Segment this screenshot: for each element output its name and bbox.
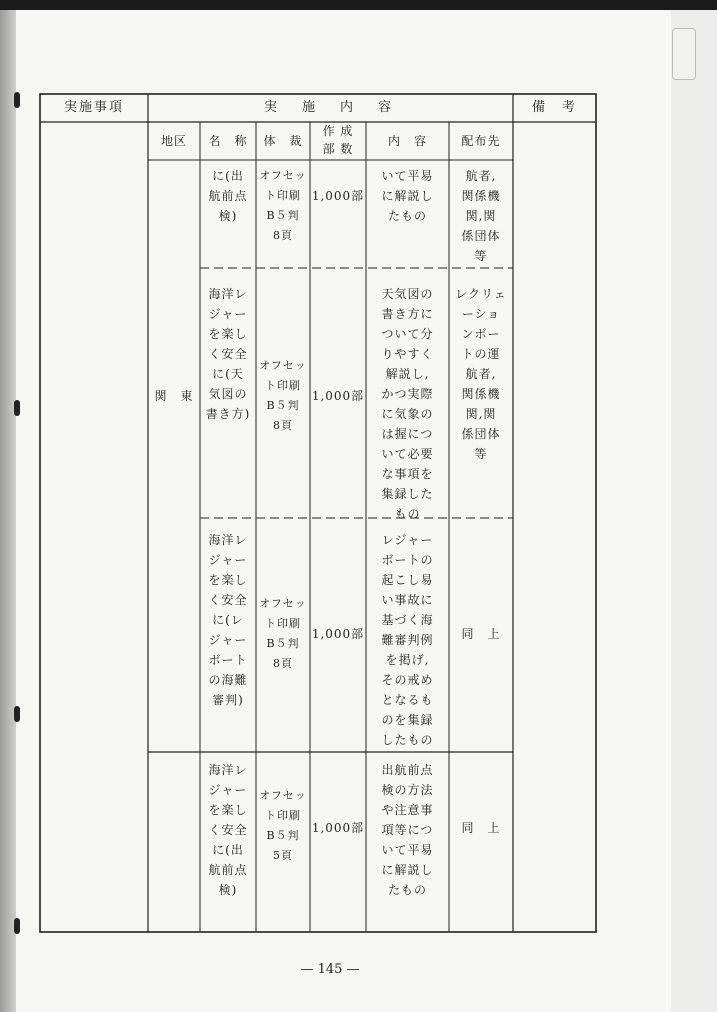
subheader-content: 内 容 [387, 134, 427, 148]
row1-content: いて平易 に解説し たもの [381, 169, 434, 223]
row4-distribution: 同 上 [461, 821, 501, 835]
row4-content: 出航前点 検の方法 や注意事 項等につ いて平易 に解説し たもの [381, 763, 434, 897]
header-implementation-content: 実 施 内 容 [263, 100, 397, 115]
subheader-region: 地区 [160, 134, 187, 148]
row3-copies: 1,000部 [311, 627, 365, 641]
page-number: — 145 — [300, 962, 360, 977]
header-implementation-item: 実施事項 [63, 100, 124, 115]
subheader-copies: 作 成 部 数 [322, 124, 354, 156]
row1-name: に(出 航前点 検) [208, 169, 248, 223]
subheader-distribution: 配布先 [461, 134, 501, 148]
row2-content: 天気図の 書き方に ついて分 りやすく 解説し, かつ実際 に気象の は握につ いて必要 な事項を 集録した もの [381, 287, 434, 521]
subheader-format: 体 裁 [263, 134, 303, 148]
row4-format: オフセッ ト印刷 B５判 5頁 [259, 789, 307, 862]
subheader-name: 名 称 [208, 134, 248, 148]
row3-name: 海洋レ ジャー を楽し く安全 に(レ ジャー ボート の海難 審判) [208, 533, 248, 707]
row3-content: レジャー ボートの 起こし易 い事故に 基づく海 難審判例 を掲げ, その戒め となるも のを集録 したもの [381, 533, 434, 747]
row1-format: オフセッ ト印刷 B５判 8頁 [259, 169, 307, 242]
row2-format: オフセッ ト印刷 B５判 8頁 [259, 359, 307, 432]
header-remarks: 備 考 [531, 100, 577, 115]
row3-format: オフセッ ト印刷 B５判 8頁 [259, 597, 307, 670]
row2-name: 海洋レ ジャー を楽し く安全 に(天 気図の 書き方) [205, 287, 251, 421]
row4-name: 海洋レ ジャー を楽し く安全 に(出 航前点 検) [208, 763, 248, 897]
row1-copies: 1,000部 [311, 189, 365, 203]
row2-copies: 1,000部 [311, 389, 365, 403]
row4-copies: 1,000部 [311, 821, 365, 835]
row1-distribution: 航者, 関係機 関,関 係団体 等 [461, 169, 501, 263]
row2-distribution: レクリェ ーショ ンボー トの運 航者, 関係機 関,関 係団体 等 [455, 287, 507, 461]
region-cell: 関 東 [154, 389, 194, 403]
row3-distribution: 同 上 [461, 627, 501, 641]
